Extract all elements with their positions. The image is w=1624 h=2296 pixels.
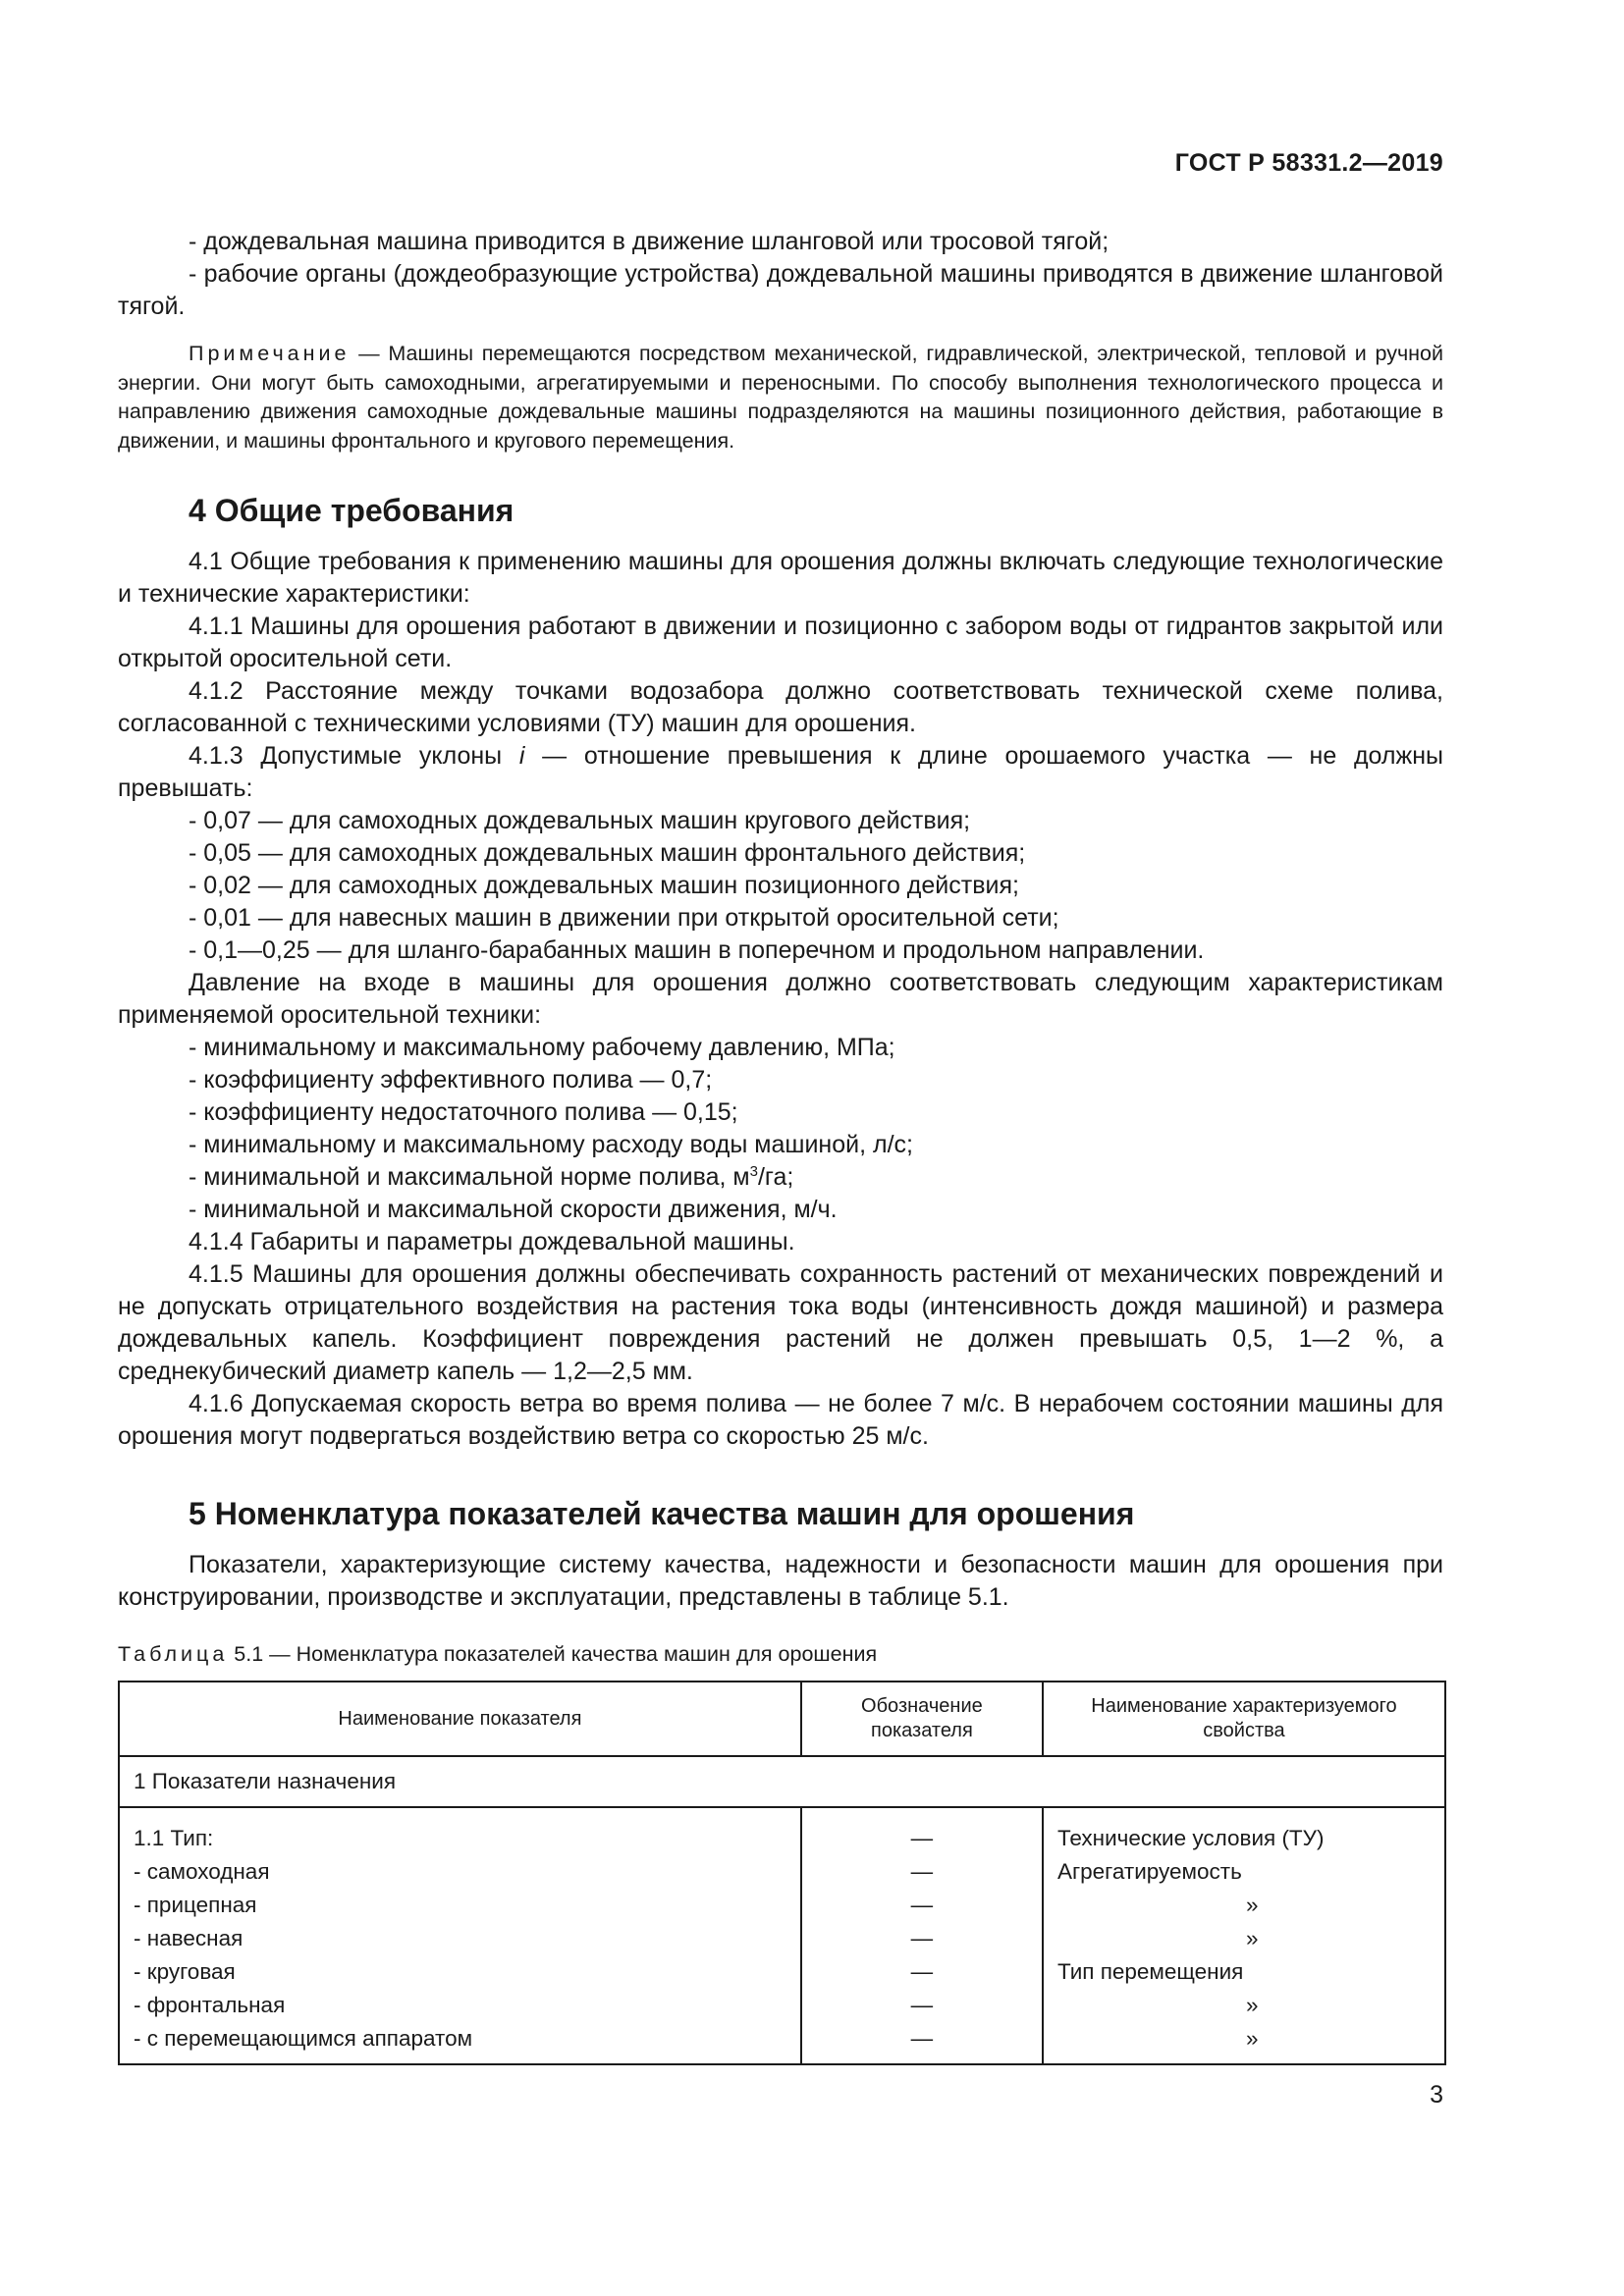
para-4-1-2: 4.1.2 Расстояние между точками водозабора должно соответствовать технической схеме полива, согласованной с техническими условиями (ТУ) машин для орошения.	[118, 677, 1443, 737]
norm-item-unit: /га;	[757, 1163, 794, 1191]
note-label: Примечание	[189, 342, 351, 365]
indicator-symbol: —	[910, 1993, 934, 2017]
ditto-mark: »	[1245, 1893, 1259, 1917]
indicator-symbol: —	[910, 1893, 934, 1917]
header-indicator-name: Наименование показателя	[119, 1682, 801, 1756]
indicator-symbol: —	[910, 1859, 934, 1884]
slope-item-3: - 0,02 — для самоходных дождевальных машин позиционного действия;	[189, 872, 1019, 899]
indicator-symbol: —	[910, 1926, 934, 1950]
note-text: — Машины перемещаются посредством механической, гидравлической, электрической, тепловой и ручной энергии. Они могут быть самоходными, агрегатируемыми и переносными. По способу выполнения технологического процесса и направлению движения самоходные дождевальные машины подразделяются на машины позиционного действия, работающие в движении, и машины фронтального и кругового перемещения.	[118, 342, 1443, 453]
slope-item-1: - 0,07 — для самоходных дождевальных машин кругового действия;	[189, 807, 971, 834]
indicator-name-cell	[119, 1807, 801, 2064]
indicator-symbol: —	[910, 1826, 934, 1850]
section-5-intro: Показатели, характеризующие систему качества, надежности и безопасности машин для орошения при конструировании, производстве и эксплуатации, представлены в таблице 5.1.	[118, 1551, 1443, 1611]
table-data-row	[119, 1807, 1445, 2064]
ditto-mark: »	[1245, 1926, 1259, 1950]
indicator-name: - с перемещающимся аппаратом	[134, 2026, 473, 2051]
para-4-1-4: 4.1.4 Габариты и параметры дождевальной машины.	[189, 1228, 795, 1255]
para-4-1-3	[118, 740, 1443, 805]
intro-bullet-1: - дождевальная машина приводится в движение шланговой или тросовой тягой;	[189, 228, 1110, 255]
indicator-name: - прицепная	[134, 1893, 257, 1917]
property-name: Агрегатируемость	[1056, 1859, 1242, 1884]
note-paragraph	[118, 340, 1443, 455]
page-content	[118, 226, 1443, 2065]
para-4-1: 4.1 Общие требования к применению машины для орошения должны включать следующие технологические и технические характеристики:	[118, 548, 1443, 608]
indicator-name: - круговая	[134, 1959, 236, 1984]
indicator-name: - фронтальная	[134, 1993, 286, 2017]
property-name: Технические условия (ТУ)	[1056, 1826, 1325, 1850]
indicator-name: - навесная	[134, 1926, 244, 1950]
pressure-item-3: - коэффициенту недостаточного полива — 0,15;	[189, 1098, 738, 1126]
pressure-item-6: - минимальной и максимальной скорости движения, м/ч.	[189, 1196, 838, 1223]
para-4-1-3-start: 4.1.3 Допустимые уклоны	[189, 742, 519, 770]
indicator-name: 1.1 Тип:	[134, 1826, 214, 1850]
page-number: 3	[1430, 2081, 1443, 2109]
header-indicator-symbol: Обозначение показателя	[801, 1682, 1043, 1756]
slope-item-2: - 0,05 — для самоходных дождевальных машин фронтального действия;	[189, 839, 1026, 867]
table-section-row	[119, 1756, 1445, 1807]
table-caption	[118, 1639, 1443, 1669]
para-4-1-3-end: — отношение превышения к длине орошаемого участка — не должны превышать:	[118, 742, 1443, 802]
indicator-name: - самоходная	[134, 1859, 270, 1884]
section-4-title: 4 Общие требования	[189, 493, 514, 528]
table-caption-label: Таблица	[118, 1642, 229, 1666]
slope-variable: i	[518, 742, 525, 770]
pressure-item-5	[118, 1161, 1443, 1194]
ditto-mark: »	[1245, 1993, 1259, 2017]
section-5-title: 5 Номенклатура показателей качества машин для орошения	[189, 1496, 1135, 1531]
para-4-1-6: 4.1.6 Допускаемая скорость ветра во время полива — не более 7 м/с. В нерабочем состоянии машины для орошения могут подвергаться воздействию ветра со скоростью 25 м/с.	[118, 1390, 1443, 1450]
pressure-item-4: - минимальному и максимальному расходу воды машиной, л/с;	[189, 1131, 913, 1158]
indicator-symbol: —	[910, 1959, 934, 1984]
property-cell	[1043, 1807, 1445, 2064]
slope-item-4: - 0,01 — для навесных машин в движении при открытой оросительной сети;	[189, 904, 1059, 932]
header-property-name: Наименование характеризуемого свойства	[1043, 1682, 1445, 1756]
pressure-item-1: - минимальному и максимальному рабочему давлению, МПа;	[189, 1034, 895, 1061]
indicator-symbol-cell	[801, 1807, 1043, 2064]
table-header-row	[119, 1682, 1445, 1756]
ditto-mark: »	[1245, 2026, 1259, 2051]
pressure-item-2: - коэффициенту эффективного полива — 0,7;	[189, 1066, 713, 1094]
norm-item-text: - минимальной и максимальной норме полива, м	[189, 1163, 750, 1191]
property-name: Тип перемещения	[1056, 1959, 1244, 1984]
table-caption-text: 5.1 — Номенклатура показателей качества машин для орошения	[228, 1642, 878, 1666]
para-4-1-1: 4.1.1 Машины для орошения работают в движении и позиционно с забором воды от гидрантов закрытой или открытой оросительной сети.	[118, 613, 1443, 672]
section-row-label: 1 Показатели назначения	[119, 1756, 1445, 1807]
indicator-symbol: —	[910, 2026, 934, 2051]
document-code-header: ГОСТ Р 58331.2—2019	[1174, 149, 1443, 177]
slope-item-5: - 0,1—0,25 — для шланго-барабанных машин в поперечном и продольном направлении.	[189, 936, 1205, 964]
para-4-1-5: 4.1.5 Машины для орошения должны обеспечивать сохранность растений от механических повреждений и не допускать отрицательного воздействия на растения тока воды (интенсивность дождя машиной) и размера дождевальных капель. Коэффициент повреждения растений не должен превышать 0,5, 1—2 %, а среднекубический диаметр капель — 1,2—2,5 мм.	[118, 1260, 1443, 1385]
intro-bullet-2: - рабочие органы (дождеобразующие устройства) дождевальной машины приводятся в движение шланговой тягой.	[118, 260, 1443, 320]
quality-indicators-table	[118, 1681, 1446, 2065]
norm-item-superscript: 3	[749, 1163, 758, 1180]
pressure-intro: Давление на входе в машины для орошения должно соответствовать следующим характеристикам применяемой оросительной техники:	[118, 969, 1443, 1029]
